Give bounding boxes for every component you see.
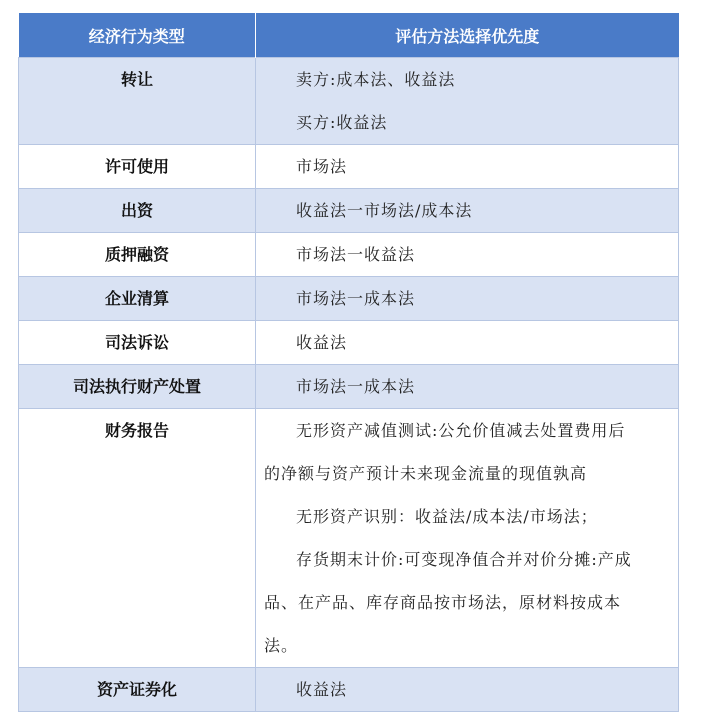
method-line: 的净额与资产预计未来现金流量的现值孰高 xyxy=(264,464,588,483)
table-row xyxy=(19,189,679,233)
row-methods-pledge-financing xyxy=(256,233,679,277)
method-line: 收益法一市场法/成本法 xyxy=(296,201,473,220)
row-methods-transfer xyxy=(256,58,679,145)
row-type-judicial-disposal: 司法执行财产处置 xyxy=(19,365,256,409)
row-type-financial-report: 财务报告 xyxy=(19,409,256,668)
table-row xyxy=(19,58,679,145)
method-line: 法。 xyxy=(264,636,299,655)
row-methods-securitization xyxy=(256,668,679,712)
method-line: 存货期末计价:可变现净值合并对价分摊:产成 xyxy=(296,550,632,569)
row-type-pledge-financing: 质押融资 xyxy=(19,233,256,277)
method-line: 无形资产减值测试:公允价值减去处置费用后 xyxy=(296,421,626,440)
row-type-transfer: 转让 xyxy=(19,58,256,145)
row-type-licensing: 许可使用 xyxy=(19,145,256,189)
method-line: 卖方:成本法、收益法 xyxy=(296,70,456,89)
table-row xyxy=(19,668,679,712)
method-line: 市场法一成本法 xyxy=(296,377,416,396)
table-header-row xyxy=(19,13,679,58)
row-methods-licensing xyxy=(256,145,679,189)
method-line: 市场法一收益法 xyxy=(296,245,416,264)
header-economic-behavior-type: 经济行为类型 xyxy=(19,13,256,58)
method-line: 无形资产识别：收益法/成本法/市场法； xyxy=(296,507,598,526)
row-type-litigation: 司法诉讼 xyxy=(19,321,256,365)
row-methods-judicial-disposal xyxy=(256,365,679,409)
row-methods-capital-contribution xyxy=(256,189,679,233)
valuation-method-table xyxy=(18,13,679,712)
row-methods-liquidation xyxy=(256,277,679,321)
method-line: 市场法 xyxy=(296,157,348,176)
method-line: 收益法 xyxy=(296,333,348,352)
method-line: 买方:收益法 xyxy=(296,113,388,132)
table-row xyxy=(19,233,679,277)
method-line: 收益法 xyxy=(296,680,348,699)
table-row xyxy=(19,277,679,321)
row-type-capital-contribution: 出资 xyxy=(19,189,256,233)
table-row xyxy=(19,321,679,365)
table-row xyxy=(19,409,679,668)
table-row xyxy=(19,145,679,189)
row-methods-litigation xyxy=(256,321,679,365)
header-valuation-method-priority: 评估方法选择优先度 xyxy=(256,13,679,58)
method-line: 市场法一成本法 xyxy=(296,289,416,308)
row-type-securitization: 资产证券化 xyxy=(19,668,256,712)
row-methods-financial-report xyxy=(256,409,679,668)
method-line: 品、在产品、库存商品按市场法，原材料按成本 xyxy=(264,593,622,612)
table-row xyxy=(19,365,679,409)
row-type-liquidation: 企业清算 xyxy=(19,277,256,321)
